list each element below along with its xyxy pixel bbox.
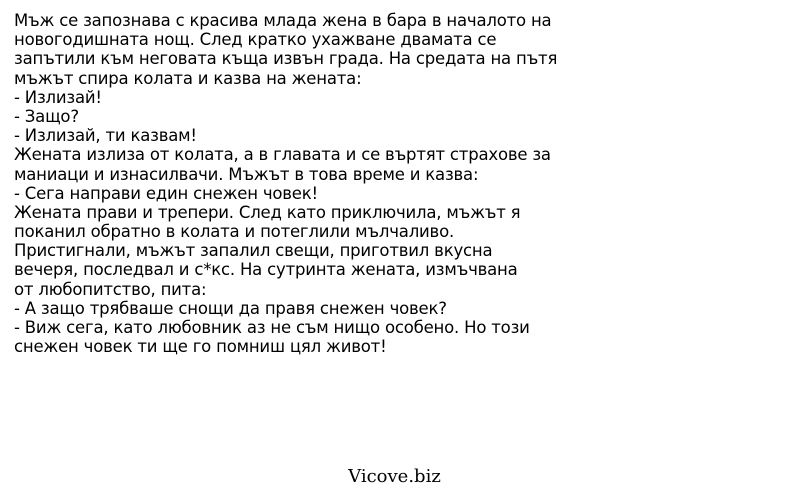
dialogue-line: - Излизай, ти казвам! — [14, 126, 197, 146]
text-line: Пристигнали, мъжът запалил свещи, приготвил вкусна — [14, 241, 493, 261]
joke-text — [14, 11, 784, 356]
text-line: от любопитство, пита: — [14, 279, 207, 299]
text-line: снежен човек ти ще го помниш цял живот! — [14, 337, 387, 357]
text-line: мъжът спира колата и казва на жената: — [14, 68, 362, 88]
text-line: запътили към неговата къща извън града. На средата на пътя — [14, 49, 558, 69]
text-line: поканил обратно в колата и потеглили мълчаливо. — [14, 222, 455, 242]
dialogue-line: - Излизай! — [14, 87, 102, 107]
text-line: Жената прави и трепери. След като приключила, мъжът я — [14, 202, 521, 222]
dialogue-line: - А защо трябваше снощи да правя снежен човек? — [14, 298, 447, 318]
text-line: маниаци и изнасилвачи. Мъжът в това време и казва: — [14, 164, 479, 184]
dialogue-line: - Защо? — [14, 106, 79, 126]
dialogue-line: - Сега направи един снежен човек! — [14, 183, 318, 203]
site-watermark: Vicove.biz — [348, 466, 441, 487]
text-line: вечеря, последвал и с*кс. На сутринта жената, измъчвана — [14, 260, 518, 280]
text-line: новогодишната нощ. След кратко ухажване двамата се — [14, 30, 497, 50]
text-line: Мъж се запознава с красива млада жена в бара в началото на — [14, 11, 552, 30]
dialogue-line: - Виж сега, като любовник аз не съм нищо особено. Но този — [14, 318, 530, 337]
text-line: Жената излиза от колата, а в главата и се въртят страхове за — [14, 145, 551, 165]
